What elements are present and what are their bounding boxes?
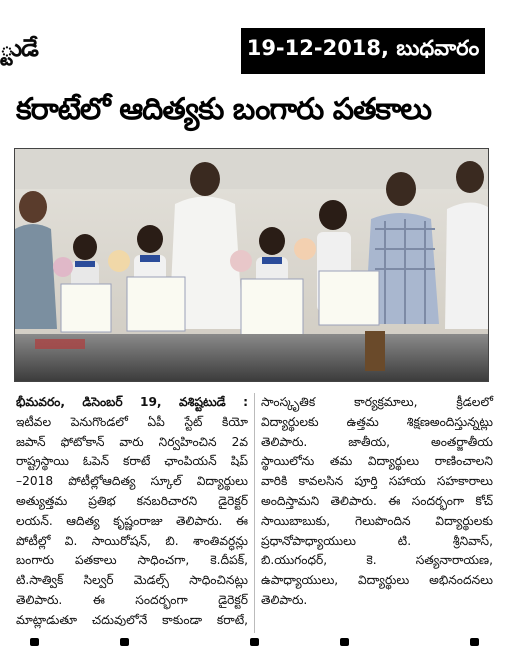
article-line: అందిస్తామని తెలిపారు. ఈ సందర్భంగా కోచ్ — [261, 493, 493, 508]
article-line: ఇటీవల పెనుగొండలో ఏపీ స్టేట్ కియో — [16, 414, 248, 429]
article-line: తెలిపారు. — [261, 592, 308, 607]
article-line: సాయిబాబుకు, గెలుపొందిన విద్యార్థులకు — [261, 513, 493, 528]
news-photo — [14, 148, 489, 382]
next-article-fragment — [0, 638, 507, 650]
masthead-logo: ్టుడే — [0, 34, 38, 62]
article-line: మాట్లాడుతూ చదువులోనే కాకుండా కరాటే, — [16, 612, 248, 627]
article-line: ప్రధానోపాధ్యాయులు టి. శ్రీనివాస్, — [261, 533, 493, 548]
article-line: సాంస్కృతిక కార్యక్రమాలు, క్రీడలలో — [261, 395, 493, 409]
article-line: అత్యుత్తమ ప్రతిభ కనబరిచారని డైరెక్టర్ — [16, 493, 248, 508]
article-line: స్థాయిలోను తమ విద్యార్థులు రాణించాలని — [261, 454, 493, 469]
column-divider — [254, 393, 255, 633]
masthead — [0, 28, 507, 78]
article-line: బి.యుగంధర్, కె. సత్యనారాయణ, — [261, 553, 493, 568]
article-line: టి.సాత్విక్ సిల్వర్ మెడల్స్ సాధించినట్లు — [16, 573, 248, 588]
article-line: ఉపాధ్యాయులు, విద్యార్థులు అభినందనలు — [261, 573, 493, 588]
article-line: తెలిపారు. ఈ సందర్భంగా డైరెక్టర్ — [16, 592, 248, 607]
article-line: తెలిపారు. జాతీయ, అంతర్జాతీయ — [261, 434, 493, 449]
article-column-right — [261, 393, 493, 611]
headline: కరాటేలో ఆదిత్యకు బంగారు పతకాలు — [16, 92, 432, 127]
article-dateline: భీమవరం, డిసెంబర్ 19, వశిష్టటుడే : — [16, 395, 248, 409]
article-line: బంగారు పతకాలు సాధించగా, కె.దీపక్, — [16, 553, 248, 568]
article-column-left — [16, 393, 248, 631]
article-line: లయన్. ఆదిత్య కృష్ణంరాజు తెలిపారు. ఈ — [16, 513, 248, 528]
article-line: –2018 పోటీల్లోఆదిత్య స్కూల్ విద్యార్థులు — [16, 474, 248, 489]
article-line: రాష్ట్రస్థాయి ఓపెన్ కరాటే ఛాంపియన్ షిప్ — [16, 454, 248, 469]
article-line: వారికి కావలసిన పూర్తి సహాయ సహకారాలు — [261, 474, 493, 489]
date-box: 19-12-2018, బుధవారం — [241, 28, 485, 74]
article-line: పోటీల్లో వి. సాయిరోషన్, బి. శాంతివర్ధన్లు — [16, 533, 248, 548]
article-line: జపాన్ ఫోటోకాన్ వారు నిర్వహించిన 2వ — [16, 434, 248, 449]
article-line: విద్యార్థులకు ఉత్తమ శిక్షణఅందిస్తున్నట్లు — [261, 414, 493, 429]
